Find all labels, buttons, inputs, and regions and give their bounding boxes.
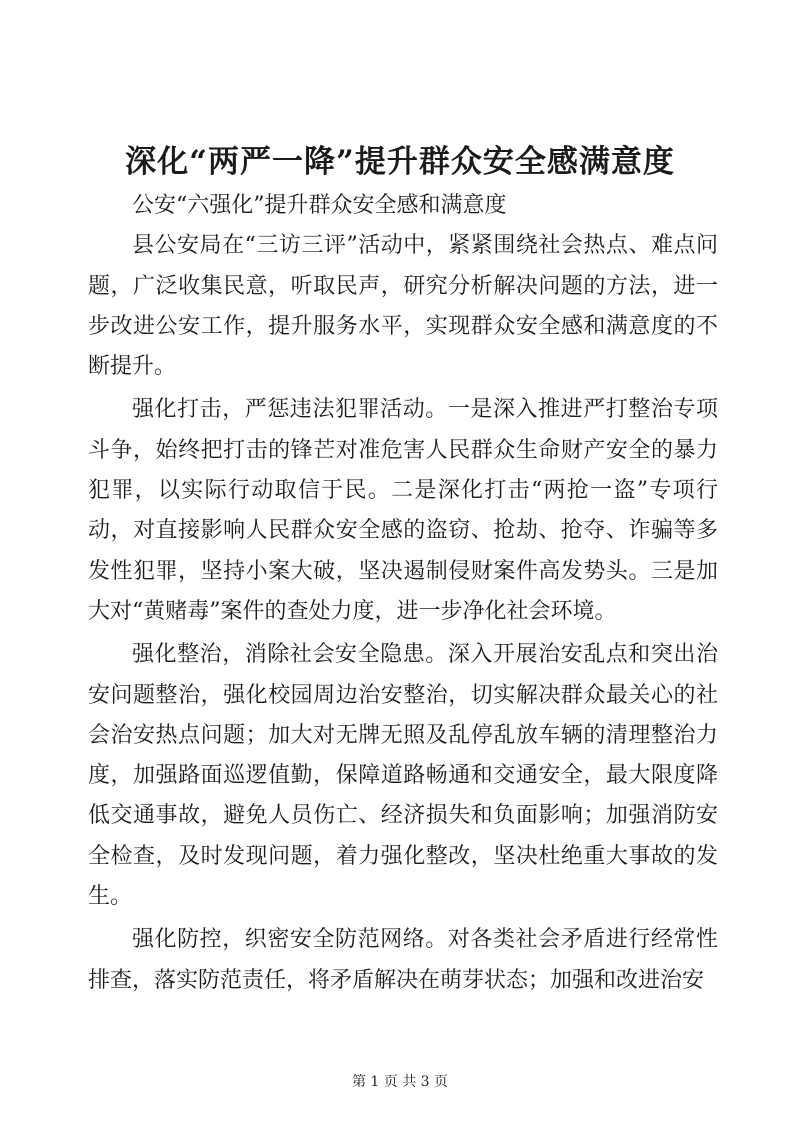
- body-paragraph-strike: 强化打击，严惩违法犯罪活动。一是深入推进严打整治专项斗争，始终把打击的锋芒对准危害人民群众生命财产安全的暴力犯罪，以实际行动取信于民。二是深化打击“两抢一盗”专项行动，对直接影响人民群众安全感的盗窃、抢劫、抢夺、诈骗等多发性犯罪，坚持小案大破，坚决遏制侵财案件高发势头。三是加大对“黄赌毒”案件的查处力度，进一步净化社会环境。: [88, 397, 718, 624]
- subtitle-paragraph: 公安“六强化”提升群众安全感和满意度: [132, 193, 507, 218]
- body-paragraph-prevention: 强化防控，织密安全防范网络。对各类社会矛盾进行经常性排查，落实防范责任，将矛盾解决在萌芽状态；加强和改进治安: [88, 927, 718, 993]
- body-paragraph-intro: 县公安局在“三访三评”活动中，紧紧围绕社会热点、难点问题，广泛收集民意，听取民声，研究分析解决问题的方法，进一步改进公安工作，提升服务水平，实现群众安全感和满意度的不断提升。: [88, 233, 718, 380]
- document-title: 深化“两严一降”提升群众安全感满意度: [125, 144, 675, 180]
- body-paragraph-rectify: 强化整治，消除社会安全隐患。深入开展治安乱点和突出治安问题整治，强化校园周边治安整治，切实解决群众最关心的社会治安热点问题；加大对无牌无照及乱停乱放车辆的清理整治力度，加强路面巡逻值勤，保障道路畅通和交通安全，最大限度降低交通事故，避免人员伤亡、经济损失和负面影响；加强消防安全检查，及时发现问题，着力强化整改，坚决杜绝重大事故的发生。: [88, 642, 718, 910]
- document-body: [88, 186, 718, 1001]
- page-number-footer: 第 1 页 共 3 页: [351, 1074, 449, 1090]
